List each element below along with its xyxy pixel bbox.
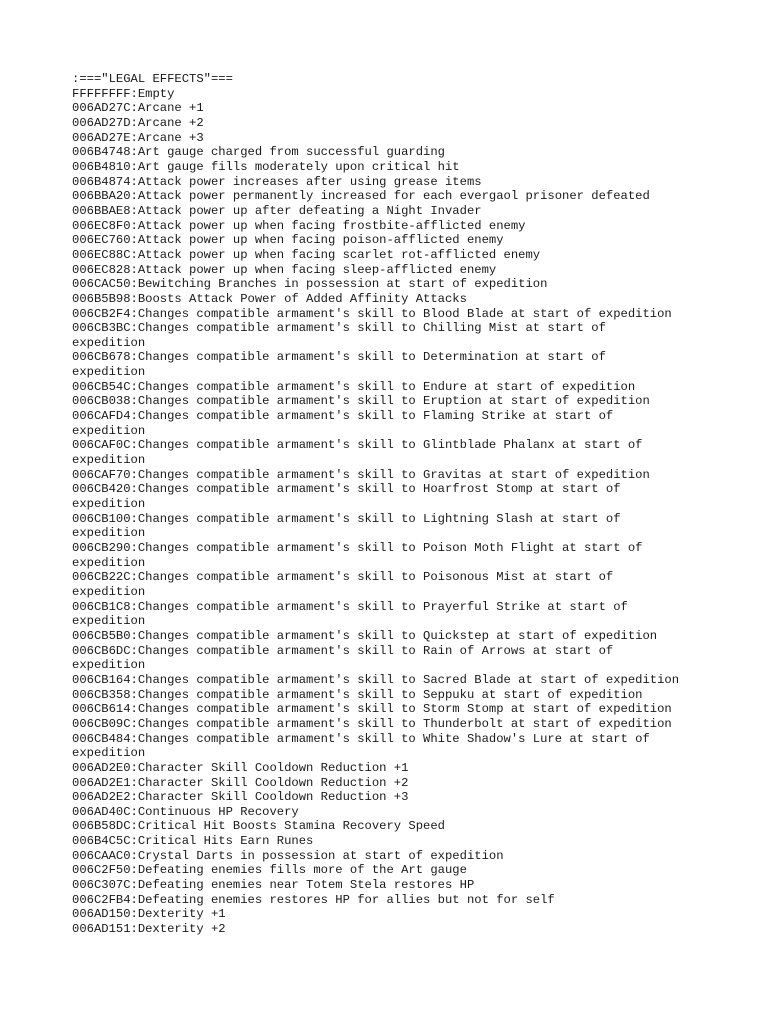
- effect-entry: 006CB484:Changes compatible armament's skill to White Shadow's Lure at start of expedition: [72, 731, 650, 761]
- document-body: [72, 72, 712, 937]
- effect-entry: 006EC828:Attack power up when facing sleep-afflicted enemy: [72, 262, 497, 277]
- effect-entry: 006EC760:Attack power up when facing poison-afflicted enemy: [72, 233, 504, 248]
- effect-entry: 006AD150:Dexterity +1: [72, 907, 226, 922]
- effect-entry: 006B4810:Art gauge fills moderately upon critical hit: [72, 159, 460, 174]
- effect-entry: 006CAAC0:Crystal Darts in possession at start of expedition: [72, 848, 504, 863]
- effect-entry: 006EC88C:Attack power up when facing scarlet rot-afflicted enemy: [72, 247, 541, 262]
- effect-entry: 006EC8F0:Attack power up when facing frostbite-afflicted enemy: [72, 218, 526, 233]
- effect-entry: 006CB09C:Changes compatible armament's skill to Thunderbolt at start of expedition: [72, 716, 672, 731]
- effect-entry: 006AD151:Dexterity +2: [72, 922, 226, 937]
- effect-entry: 006CB164:Changes compatible armament's skill to Sacred Blade at start of expedition: [72, 672, 680, 687]
- effect-entry: 006AD2E0:Character Skill Cooldown Reduction +1: [72, 760, 409, 775]
- effect-entry: 006B5B98:Boosts Attack Power of Added Affinity Attacks: [72, 291, 467, 306]
- effect-entry: 006B4874:Attack power increases after using grease items: [72, 174, 482, 189]
- effect-entry: 006C2F50:Defeating enemies fills more of the Art gauge: [72, 863, 467, 878]
- effect-entry: 006CB5B0:Changes compatible armament's skill to Quickstep at start of expedition: [72, 628, 658, 643]
- effect-entry: 006CB22C:Changes compatible armament's skill to Poisonous Mist at start of expedition: [72, 570, 614, 599]
- effect-entry: 006AD2E1:Character Skill Cooldown Reduction +2: [72, 775, 409, 790]
- effect-entry: 006CB100:Changes compatible armament's skill to Lightning Slash at start of expedition: [72, 511, 621, 541]
- effect-entry: 006C307C:Defeating enemies near Totem Stela restores HP: [72, 878, 475, 893]
- effect-entry: 006CB614:Changes compatible armament's skill to Storm Stomp at start of expedition: [72, 702, 672, 717]
- effect-entry: 006CB54C:Changes compatible armament's skill to Endure at start of expedition: [72, 379, 636, 394]
- effect-entry: 006BBAE8:Attack power up after defeating a Night Invader: [72, 203, 482, 218]
- effect-entry: 006AD27C:Arcane +1: [72, 101, 204, 116]
- effect-entry: 006CB678:Changes compatible armament's skill to Determination at start of expedition: [72, 350, 606, 380]
- document-page: [72, 72, 712, 937]
- effect-entry: 006B58DC:Critical Hit Boosts Stamina Recovery Speed: [72, 819, 445, 834]
- effect-entry: 006CAFD4:Changes compatible armament's skill to Flaming Strike at start of expedition: [72, 409, 614, 438]
- effect-entry: 006C2FB4:Defeating enemies restores HP for allies but not for self: [72, 892, 555, 907]
- effect-entry: 006BBA20:Attack power permanently increased for each evergaol prisoner defeated: [72, 189, 650, 204]
- effect-entry: FFFFFFFF:Empty: [72, 86, 175, 101]
- effect-entry: 006AD27E:Arcane +3: [72, 130, 204, 145]
- section-heading: :==="LEGAL EFFECTS"===: [72, 72, 233, 86]
- effect-entry: 006CB038:Changes compatible armament's skill to Eruption at start of expedition: [72, 394, 650, 409]
- effect-entry: 006AD27D:Arcane +2: [72, 115, 204, 130]
- effect-entry: 006B4C5C:Critical Hits Earn Runes: [72, 834, 314, 849]
- effect-entry: 006CAF70:Changes compatible armament's skill to Gravitas at start of expedition: [72, 467, 650, 482]
- effect-entry: 006CB420:Changes compatible armament's skill to Hoarfrost Stomp at start of expedition: [72, 482, 621, 512]
- effect-entry: 006B4748:Art gauge charged from successful guarding: [72, 145, 445, 160]
- effect-entry: 006CAF0C:Changes compatible armament's skill to Glintblade Phalanx at start of expedition: [72, 438, 643, 468]
- effect-entry: 006AD2E2:Character Skill Cooldown Reduction +3: [72, 790, 409, 805]
- effect-entry: 006CB6DC:Changes compatible armament's skill to Rain of Arrows at start of expedition: [72, 643, 614, 673]
- effect-entry: 006CB3BC:Changes compatible armament's skill to Chilling Mist at start of expedition: [72, 321, 606, 350]
- effect-entry: 006CB358:Changes compatible armament's skill to Seppuku at start of expedition: [72, 687, 643, 702]
- effect-entry: 006CB2F4:Changes compatible armament's skill to Blood Blade at start of expedition: [72, 306, 672, 321]
- effect-entry: 006AD40C:Continuous HP Recovery: [72, 804, 299, 819]
- effect-entry: 006CB290:Changes compatible armament's skill to Poison Moth Flight at start of expedition: [72, 541, 643, 570]
- effect-entry: 006CAC50:Bewitching Branches in possession at start of expedition: [72, 277, 548, 292]
- effect-entry: 006CB1C8:Changes compatible armament's skill to Prayerful Strike at start of expedition: [72, 599, 628, 629]
